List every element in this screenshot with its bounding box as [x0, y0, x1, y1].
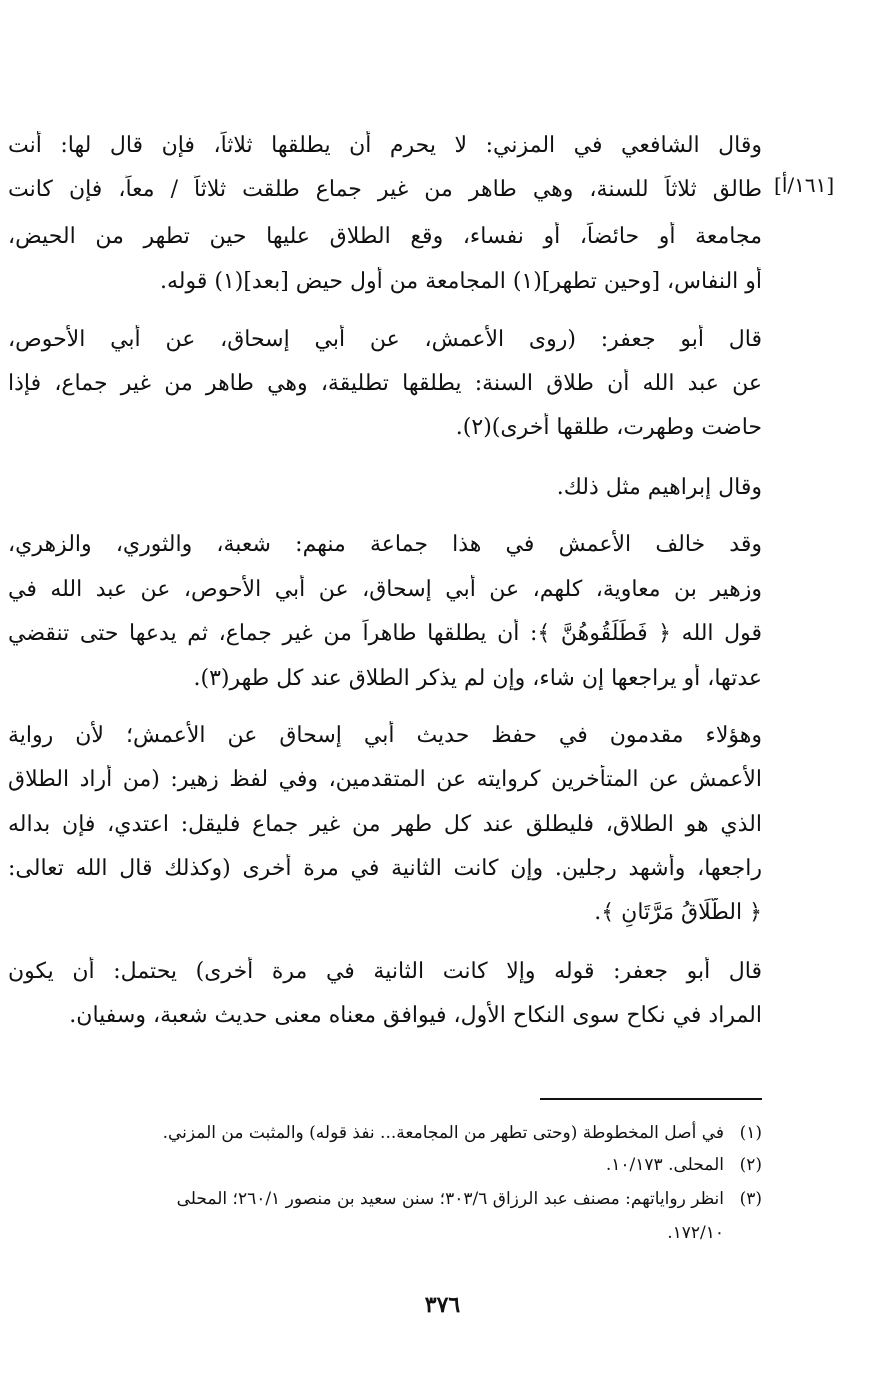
page-number: ٣٧٦: [424, 1292, 461, 1318]
text-line: مجامعة أو حائضاً، أو نفساء، وقع الطلاق عليها حين تطهر من الحيض،: [8, 224, 762, 249]
text-line: عدتها، أو يراجعها إن شاء، وإن لم يذكر الطلاق عند كل طهر(٣).: [193, 666, 762, 691]
footnote: [8, 1152, 762, 1178]
text-line: وقال الشافعي في المزني: لا يحرم أن يطلقها ثلاثاً، فإن قال لها: أنت: [8, 133, 762, 158]
footnote-number: (٣): [739, 1189, 762, 1209]
text-line: وقد خالف الأعمش في هذا جماعة منهم: شعبة، والثوري، والزهري،: [8, 532, 762, 557]
text-line: قال أبو جعفر: (روى الأعمش، عن أبي إسحاق، عن أبي الأحوص،: [8, 327, 762, 352]
text-line: عن عبد الله أن طلاق السنة: يطلقها تطليقة، وهي طاهر من غير جماع، فإذا: [8, 371, 762, 396]
footnote-text: في أصل المخطوطة (وحتى تطهر من المجامعة... نفذ قوله) والمثبت من المزني.: [162, 1123, 724, 1143]
text-line: المراد في نكاح سوى النكاح الأول، فيوافق معناه معنى حديث شعبة، وسفيان.: [69, 1003, 762, 1028]
text-line: قول الله ﴿ فَطَلِّقُوهُنَّ ﴾: أن يطلقها طاهراً من غير جماع، ثم يدعها حتى تنقضي: [8, 621, 762, 646]
footnote-separator: [540, 1098, 762, 1100]
manuscript-folio-marker: [١٦١/أ]: [774, 173, 835, 197]
footnote-text: المحلى. ١٠/١٧٣.: [605, 1155, 724, 1175]
text-line: طالق ثلاثاً للسنة، وهي طاهر من غير جماع طلقت ثلاثاً / معاً، فإن كانت: [8, 177, 762, 202]
footnote-continuation: ١٧٢/١٠.: [667, 1223, 724, 1243]
footnote-text: انظر رواياتهم: مصنف عبد الرزاق ٣٠٣/٦؛ سنن سعيد بن منصور ٢٦٠/١؛ المحلى: [176, 1189, 724, 1209]
text-line: راجعها، وأشهد رجلين. وإن كانت الثانية في مرة أخرى (وكذلك قال الله تعالى:: [8, 856, 762, 881]
footnote: [8, 1120, 762, 1146]
footnote: [8, 1186, 762, 1212]
footnote-number: (٢): [739, 1155, 762, 1175]
text-line: أو النفاس، [وحين تطهر](١) المجامعة من أول حيض [بعد](١) قوله.: [159, 269, 762, 294]
text-line: وزهير بن معاوية، كلهم، عن أبي إسحاق، عن أبي الأحوص، عن عبد الله في: [8, 577, 762, 602]
text-line: الذي هو الطلاق، فليطلق عند كل طهر من غير جماع فليقل: اعتدي، فإن بداله: [8, 812, 762, 837]
text-line: قال أبو جعفر: قوله وإلا كانت الثانية في مرة أخرى) يحتمل: أن يكون: [8, 959, 762, 984]
text-line: ﴿ الطَّلَاقُ مَرَّتَانِ ﴾.: [594, 900, 762, 925]
text-line: وقال إبراهيم مثل ذلك.: [556, 475, 762, 500]
text-line: الأعمش عن المتأخرين كروايته عن المتقدمين، وفي لفظ زهير: (من أراد الطلاق: [8, 767, 762, 792]
text-line: حاضت وطهرت، طلقها أخرى)(٢).: [455, 415, 762, 440]
footnote-number: (١): [739, 1123, 762, 1143]
text-line: وهؤلاء مقدمون في حفظ حديث أبي إسحاق عن الأعمش؛ لأن رواية: [8, 723, 762, 748]
